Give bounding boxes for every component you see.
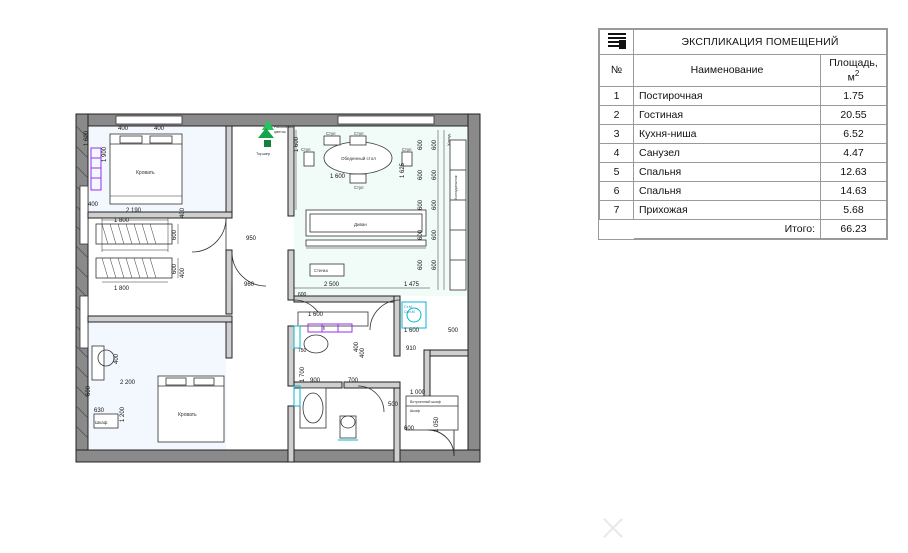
svg-text:Стул: Стул <box>301 147 311 152</box>
svg-text:1 200: 1 200 <box>120 406 126 422</box>
svg-text:1 475: 1 475 <box>404 282 420 288</box>
row-area: 4.47 <box>821 143 887 162</box>
svg-text:Шкаф: Шкаф <box>410 409 420 413</box>
svg-text:400: 400 <box>360 347 366 358</box>
svg-text:цветок: цветок <box>274 130 286 134</box>
svg-text:Диван: Диван <box>354 222 367 227</box>
table-row <box>600 105 887 124</box>
sofa-and-tv <box>306 210 426 246</box>
svg-text:2 200: 2 200 <box>120 380 136 386</box>
svg-text:1 625: 1 625 <box>400 162 406 178</box>
svg-text:Шкаф: Шкаф <box>95 420 108 425</box>
kitchen-counter <box>450 140 466 290</box>
bedroom-bottom <box>158 376 224 442</box>
svg-text:600: 600 <box>432 199 438 210</box>
row-area: 1.75 <box>821 86 887 105</box>
watermark-icon <box>600 515 626 541</box>
table-title-row <box>600 30 887 55</box>
table-row <box>600 200 887 219</box>
row-name: Спальня <box>634 181 821 200</box>
svg-text:Стенка: Стенка <box>314 268 328 273</box>
svg-text:600: 600 <box>172 229 178 240</box>
watermark <box>600 508 890 548</box>
svg-text:1 000: 1 000 <box>410 390 426 396</box>
svg-text:600: 600 <box>432 169 438 180</box>
row-area: 14.63 <box>821 181 887 200</box>
row-num: 2 <box>600 105 634 124</box>
svg-text:750: 750 <box>298 348 307 354</box>
svg-text:400: 400 <box>180 267 186 278</box>
svg-text:400: 400 <box>118 126 129 132</box>
total-spacer <box>600 219 634 238</box>
bedroom-top <box>110 134 182 204</box>
row-num: 4 <box>600 143 634 162</box>
svg-text:Холодильник: Холодильник <box>453 175 458 200</box>
closets-middle <box>96 224 172 278</box>
svg-text:630: 630 <box>94 408 105 414</box>
svg-text:910: 910 <box>406 346 417 352</box>
room-schedule-panel <box>598 28 888 240</box>
svg-text:600: 600 <box>404 426 415 432</box>
svg-text:Стул: Стул <box>354 185 364 190</box>
svg-text:600: 600 <box>298 292 307 298</box>
svg-text:600: 600 <box>418 229 424 240</box>
svg-text:600: 600 <box>418 139 424 150</box>
svg-text:2 500: 2 500 <box>324 282 340 288</box>
svg-text:950: 950 <box>246 236 257 242</box>
svg-text:Торшер: Торшер <box>256 151 271 156</box>
svg-text:600: 600 <box>432 259 438 270</box>
svg-text:400: 400 <box>180 207 186 218</box>
table-row <box>600 124 887 143</box>
svg-text:700: 700 <box>348 378 359 384</box>
svg-text:Стул: Стул <box>402 147 412 152</box>
svg-text:Напольный: Напольный <box>274 125 295 129</box>
row-area: 12.63 <box>821 162 887 181</box>
svg-text:600: 600 <box>418 199 424 210</box>
svg-text:1 600: 1 600 <box>84 130 90 146</box>
row-name: Прихожая <box>634 200 821 219</box>
row-name: Санузел <box>634 143 821 162</box>
row-num: 5 <box>600 162 634 181</box>
svg-text:Стул: Стул <box>354 131 364 136</box>
table-title: ЭКСПЛИКАЦИЯ ПОМЕЩЕНИЙ <box>634 30 887 55</box>
table-header-row <box>600 55 887 87</box>
svg-text:400: 400 <box>88 202 99 208</box>
svg-text:600: 600 <box>418 259 424 270</box>
svg-text:1 600: 1 600 <box>404 328 420 334</box>
svg-text:Обеденный стол: Обеденный стол <box>341 156 376 161</box>
row-area: 6.52 <box>821 124 887 143</box>
row-area: 20.55 <box>821 105 887 124</box>
row-name: Спальня <box>634 162 821 181</box>
svg-text:1 600: 1 600 <box>308 312 324 318</box>
svg-text:1 600: 1 600 <box>294 136 300 152</box>
row-area: 5.68 <box>821 200 887 219</box>
svg-text:500: 500 <box>448 328 459 334</box>
svg-text:600: 600 <box>432 229 438 240</box>
svg-text:Ст.М: Ст.М <box>404 305 412 309</box>
table-row <box>600 162 887 181</box>
svg-text:Сан.М: Сан.М <box>404 310 415 314</box>
svg-text:1 050: 1 050 <box>434 416 440 432</box>
svg-text:400: 400 <box>354 341 360 352</box>
label-bed-top: Кровать <box>136 170 155 176</box>
room-schedule-table <box>599 29 887 239</box>
svg-text:500: 500 <box>388 402 399 408</box>
svg-text:Холод.: Холод. <box>446 133 451 146</box>
floor-plan <box>58 100 498 475</box>
row-num: 6 <box>600 181 634 200</box>
svg-text:600: 600 <box>432 139 438 150</box>
row-num: 7 <box>600 200 634 219</box>
table-row <box>600 143 887 162</box>
column-header-area <box>821 55 887 87</box>
document-lines-icon <box>600 30 634 55</box>
table-row <box>600 86 887 105</box>
svg-text:Стул: Стул <box>326 131 336 136</box>
svg-text:2 190: 2 190 <box>126 208 142 214</box>
area-header-line1: Площадь, <box>829 57 878 69</box>
svg-text:1 900: 1 900 <box>102 146 108 162</box>
svg-text:1 700: 1 700 <box>300 366 306 382</box>
column-header-name: Наименование <box>634 55 821 87</box>
svg-text:Встроенный шкаф: Встроенный шкаф <box>410 400 441 404</box>
table-row <box>600 181 887 200</box>
row-num: 3 <box>600 124 634 143</box>
svg-text:1 800: 1 800 <box>114 218 130 224</box>
area-header-line2: м <box>847 71 855 84</box>
total-label: Итого: <box>634 219 821 238</box>
svg-text:400: 400 <box>114 353 120 364</box>
svg-text:1 600: 1 600 <box>330 174 346 180</box>
column-header-num: № <box>600 55 634 87</box>
floor-plan-drawing <box>58 100 498 475</box>
svg-text:600: 600 <box>172 263 178 274</box>
svg-text:960: 960 <box>244 282 255 288</box>
svg-text:1 800: 1 800 <box>114 286 130 292</box>
row-name: Гостиная <box>634 105 821 124</box>
label-bed-bottom: Кровать <box>178 412 197 418</box>
total-value: 66.23 <box>821 219 887 238</box>
area-header-superscript: 2 <box>854 69 860 79</box>
svg-text:600: 600 <box>418 169 424 180</box>
svg-text:600: 600 <box>86 385 92 396</box>
row-name: Кухня-ниша <box>634 124 821 143</box>
row-num: 1 <box>600 86 634 105</box>
row-name: Постирочная <box>634 86 821 105</box>
table-total-row <box>600 219 887 238</box>
svg-text:400: 400 <box>154 126 165 132</box>
svg-text:900: 900 <box>310 378 321 384</box>
